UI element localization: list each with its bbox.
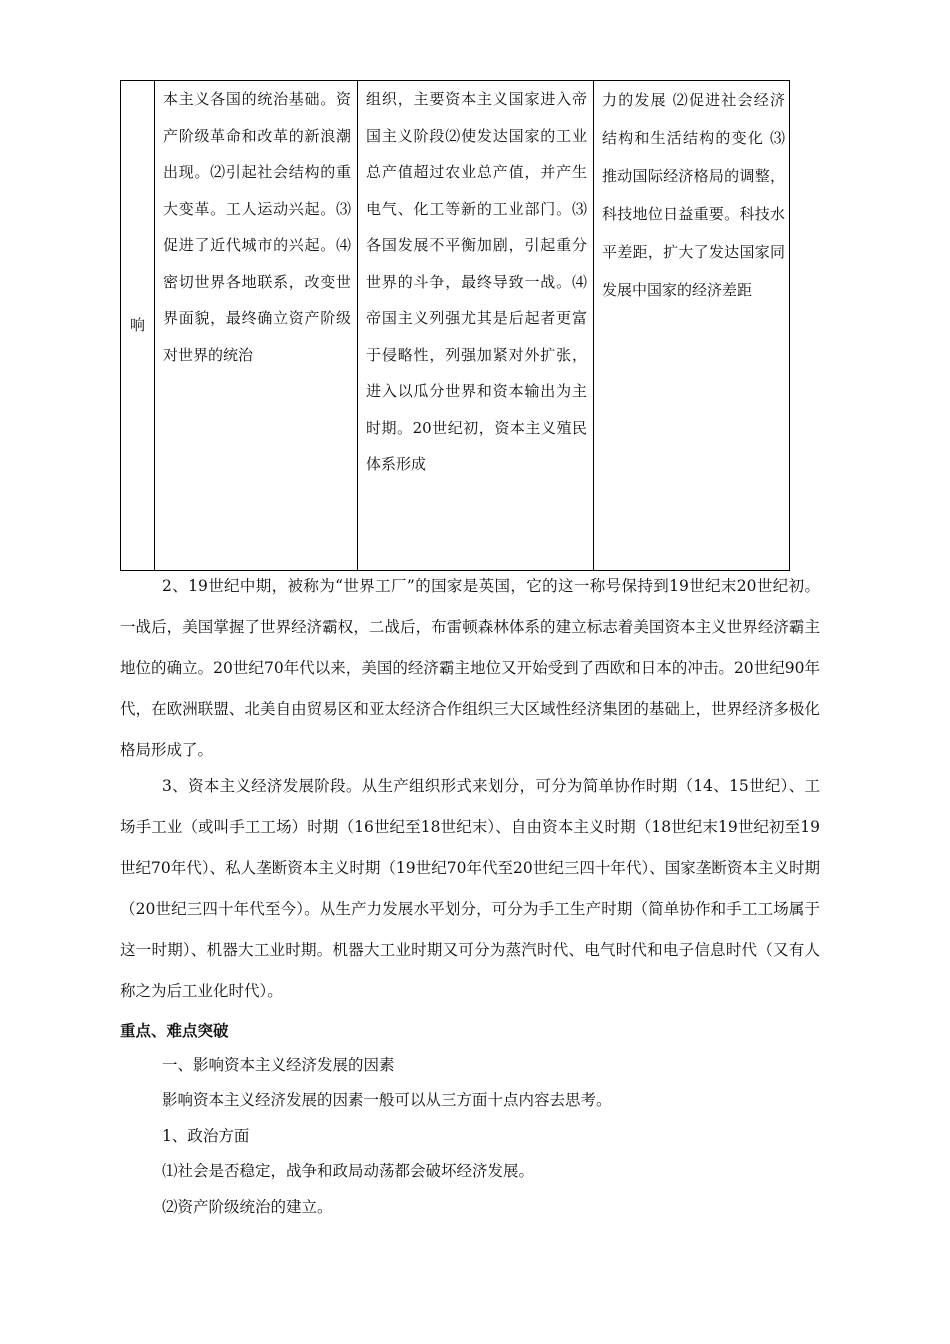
section-heading: 重点、难点突破 — [120, 1022, 229, 1040]
list-heading-politics: 1、政治方面 — [162, 1127, 250, 1145]
intro-text: 影响资本主义经济发展的因素一般可以从三方面十点内容去思考。 — [162, 1091, 612, 1109]
paragraph-world-factory: 2、19世纪中期，被称为“世界工厂”的国家是英国，它的这一称号保持到19世纪末20世纪初。一战后，美国掌握了世界经济霸权，二战后，布雷顿森林体系的建立标志着美国资本主义世界经济霸主地位的确立。20世纪70年代以来，美国的经济霸主地位又开始受到了西欧和日本的冲击。20世纪90年代，在欧洲联盟、北美自由贸易区和亚太经济合作组织三大区域性经济集团的基础上，世界经济多极化格局形成了。 — [120, 577, 820, 759]
list-item: ⑵资产阶级统治的建立。 — [162, 1198, 333, 1216]
table-cell-second-industrial-revolution: 组织，主要资本主义国家进入帝国主义阶段⑵使发达国家的工业总产值超过农业总产值，并产生电气、化工等新的工业部门。⑶各国发展不平衡加剧，引起重分世界的斗争，最终导致一战。⑷帝国主义列强尤其是后起者更富于侵略性，列强加紧对外扩张，进入以瓜分世界和资本输出为主时期。20世纪初，资本主义殖民体系形成 — [358, 81, 594, 570]
list-item: ⑴社会是否稳定，战争和政局动荡都会破坏经济发展。 — [162, 1162, 535, 1180]
table-row-label: 响 — [121, 81, 155, 570]
table-cell-first-industrial-revolution: 本主义各国的统治基础。资产阶级革命和改革的新浪潮出现。⑵引起社会结构的重大变革。工人运动兴起。⑶促进了近代城市的兴起。⑷密切世界各地联系，改变世界面貌，最终确立资产阶级对世界的统治 — [155, 81, 358, 570]
summary-table — [120, 80, 790, 571]
paragraph-capitalism-stages: 3、资本主义经济发展阶段。从生产组织形式来划分，可分为简单协作时期（14、15世纪）、工场手工业（或叫手工工场）时期（16世纪至18世纪末）、自由资本主义时期（18世纪末19世纪初至19世纪70年代）、私人垄断资本主义时期（19世纪70年代至20世纪三四十年代）、国家垄断资本主义时期（20世纪三四十年代至今）。从生产力发展水平划分，可分为手工生产时期（简单协作和手工工场属于这一时期）、机器大工业时期。机器大工业时期又可分为蒸汽时代、电气时代和电子信息时代（又有人称之为后工业化时代）。 — [120, 777, 820, 1000]
table-cell-third-technology-revolution: 力的发展 ⑵促进社会经济结构和生活结构的变化 ⑶推动国际经济格局的调整，科技地位日益重要。科技水平差距，扩大了发达国家同发展中国家的经济差距 — [602, 91, 785, 299]
subsection-title: 一、影响资本主义经济发展的因素 — [162, 1056, 395, 1074]
